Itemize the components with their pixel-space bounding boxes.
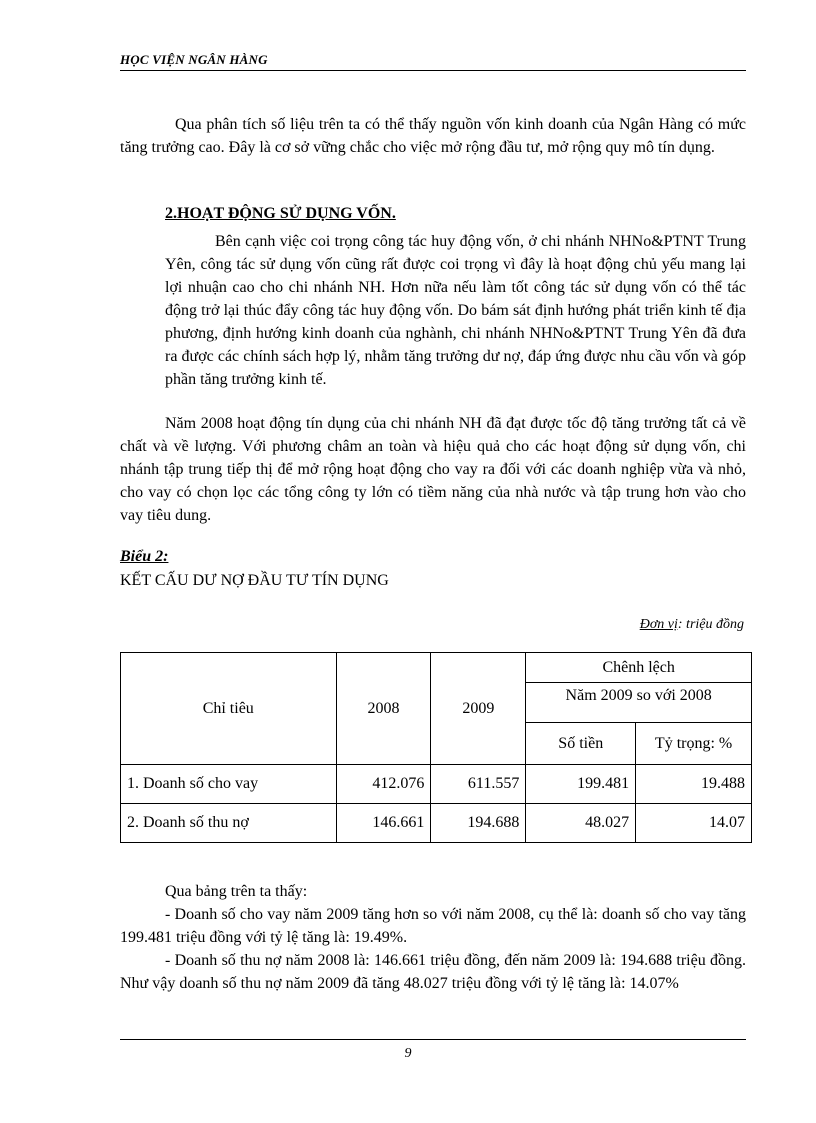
table-row [121,765,752,804]
header-2008: 2008 [336,653,431,765]
section-heading: 2.HOẠT ĐỘNG SỬ DỤNG VỐN. [165,205,396,222]
page-header-title: HỌC VIỆN NGÂN HÀNG [120,52,268,67]
header-amount: Số tiền [526,723,636,765]
chart-title: KẾT CẤU DƯ NỢ ĐẦU TƯ TÍN DỤNG [120,572,389,589]
credit-2008-paragraph: Năm 2008 hoạt động tín dụng của chi nhánh NH đã đạt được tốc độ tăng trưởng tất cả về chất và về lượng. Với phương châm an toàn và hiệu quả cho các hoạt động sử dụng vốn, chi nhánh tập trung tiếp thị để mở rộng hoạt động cho vay ra đối với các doanh nghiệp vừa và nhỏ, cho vay có chọn lọc các tổng công ty lớn có tiềm năng của nhà nước và tập trung hơn vào cho vay tiêu dung. [120,415,746,524]
cell-indicator: 2. Doanh số thu nợ [121,804,337,843]
footer-divider [120,1039,746,1040]
header-difference: Chênh lệch [526,653,752,683]
summary-bullet-collections: - Doanh số thu nợ năm 2008 là: 146.661 triệu đồng, đến năm 2009 là: 194.688 triệu đồng. Như vậy doanh số thu nợ năm 2009 đã tăng 48.027 triệu đồng với tỷ lệ tăng là: 14.07% [120,952,746,992]
cell-amount: 48.027 [526,804,636,843]
table-row [121,804,752,843]
cell-2009: 194.688 [431,804,526,843]
unit-note [640,617,744,633]
header-indicator: Chỉ tiêu [121,653,337,765]
intro-paragraph: Qua phân tích số liệu trên ta có thể thấy nguồn vốn kinh doanh của Ngân Hàng có mức tăng trưởng cao. Đây là cơ sở vững chắc cho việc mở rộng đầu tư, mở rộng quy mô tín dụng. [120,116,746,156]
header-comparison: Năm 2009 so với 2008 [526,683,752,723]
unit-value: : triệu đồng [677,617,744,632]
cell-indicator: 1. Doanh số cho vay [121,765,337,804]
chart-label: Biểu 2: [120,548,169,565]
cell-2009: 611.557 [431,765,526,804]
cell-ratio: 14.07 [636,804,752,843]
cell-amount: 199.481 [526,765,636,804]
cell-ratio: 19.488 [636,765,752,804]
unit-label: Đơn vị [639,617,678,632]
cell-2008: 146.661 [336,804,431,843]
summary-intro: Qua bảng trên ta thấy: [165,883,308,900]
cell-2008: 412.076 [336,765,431,804]
summary-bullet-loans: - Doanh số cho vay năm 2009 tăng hơn so với năm 2008, cụ thể là: doanh số cho vay tăng 199.481 triệu đồng với tỷ lệ tăng là: 19.49%. [120,906,746,946]
summary-block [120,880,746,995]
page-number: 9 [404,1046,412,1061]
capital-usage-paragraph: Bên cạnh việc coi trọng công tác huy động vốn, ở chi nhánh NHNo&PTNT Trung Yên, công tác sử dụng vốn cũng rất được coi trọng vì đây là hoạt động chủ yếu mang lại lợi nhuận cao cho chi nhánh NH. Hơn nữa nếu làm tốt công tác sử dụng vốn có thể tác động trở lại thúc đẩy công tác huy động vốn. Do bám sát định hướng phát triển kinh tế địa phương, định hướng kinh doanh của nghành, chi nhánh NHNo&PTNT Trung Yên đã đưa ra được các chính sách hợp lý, nhằm tăng trưởng dư nợ, đáp ứng được nhu cầu vốn và góp phần tăng trưởng kinh tế. [165,233,746,388]
header-ratio: Tỷ trọng: % [636,723,752,765]
credit-structure-table [120,652,752,843]
header-2009: 2009 [431,653,526,765]
header-divider [120,70,746,71]
